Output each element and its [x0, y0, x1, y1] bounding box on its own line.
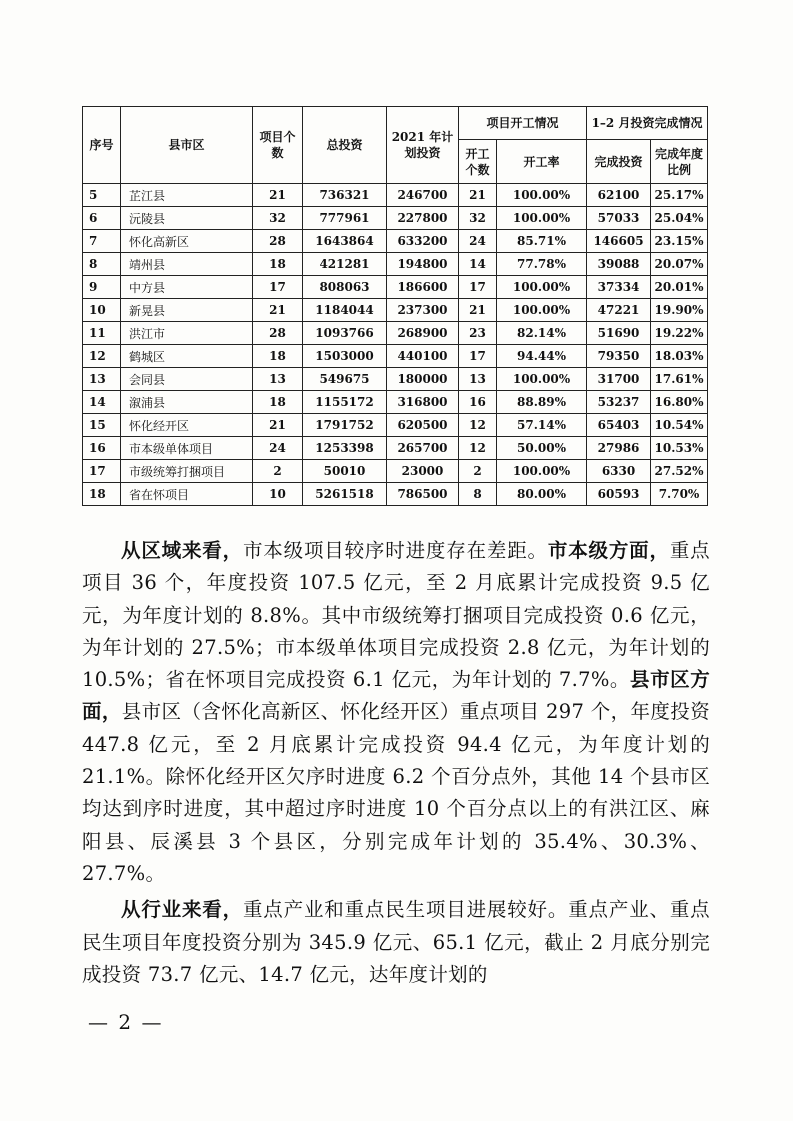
cell-started-count: 21	[459, 184, 497, 207]
cell-start-rate: 85.71%	[497, 230, 587, 253]
cell-total-investment: 1184044	[303, 299, 387, 322]
cell-start-rate: 82.14%	[497, 322, 587, 345]
cell-total-investment: 808063	[303, 276, 387, 299]
header-start-group: 项目开工情况	[459, 107, 587, 140]
cell-completion-ratio: 19.90%	[651, 299, 708, 322]
cell-started-count: 12	[459, 437, 497, 460]
text-run: 县市区（含怀化高新区、怀化经开区）重点项目 297 个，年度投资 447.8 亿元，至 2 月底累计完成投资 94.4 亿元，为年度计划的 21.1%。除怀化经开区欠序时进度 6.2 个百分点外，其他 14 个县市区均达到序时进度，其中超过序时进度 10 个百分点以上的有洪江区、麻阳县、辰溪县 3 个县区，分别完成年计划的 35.4%、30.3%、27.7%。	[82, 700, 710, 885]
cell-plan-2021: 246700	[387, 184, 459, 207]
cell-total-investment: 777961	[303, 207, 387, 230]
table-row	[83, 368, 708, 391]
cell-completed-investment: 6330	[587, 460, 651, 483]
cell-start-rate: 100.00%	[497, 207, 587, 230]
cell-completed-investment: 65403	[587, 414, 651, 437]
cell-start-rate: 100.00%	[497, 299, 587, 322]
table-row	[83, 437, 708, 460]
cell-total-investment: 549675	[303, 368, 387, 391]
cell-project-count: 32	[253, 207, 303, 230]
cell-plan-2021: 633200	[387, 230, 459, 253]
table-row	[83, 322, 708, 345]
cell-index: 9	[83, 276, 121, 299]
header-region: 县市区	[121, 107, 253, 184]
cell-started-count: 21	[459, 299, 497, 322]
cell-total-investment: 421281	[303, 253, 387, 276]
cell-completion-ratio: 19.22%	[651, 322, 708, 345]
cell-plan-2021: 186600	[387, 276, 459, 299]
paragraph	[82, 894, 710, 991]
cell-project-count: 18	[253, 253, 303, 276]
cell-start-rate: 94.44%	[497, 345, 587, 368]
cell-started-count: 14	[459, 253, 497, 276]
bold-run: 县市区方面，	[82, 668, 711, 724]
cell-plan-2021: 180000	[387, 368, 459, 391]
cell-index: 10	[83, 299, 121, 322]
table-row	[83, 391, 708, 414]
cell-region: 怀化经开区	[121, 414, 253, 437]
text-run: 重点项目 36 个，年度投资 107.5 亿元，至 2 月底累计完成投资 9.5 亿元，为年度计划的 8.8%。其中市级统筹打捆项目完成投资 0.6 亿元，为年计划的 27.5%；市本级单体项目完成投资 2.8 亿元，为年计划的 10.5%；省在怀项目完成投资 6.1 亿元，为年计划的 7.7%。	[82, 539, 710, 692]
cell-region: 靖州县	[121, 253, 253, 276]
cell-completed-investment: 51690	[587, 322, 651, 345]
cell-completion-ratio: 25.04%	[651, 207, 708, 230]
cell-completion-ratio: 20.01%	[651, 276, 708, 299]
cell-start-rate: 100.00%	[497, 276, 587, 299]
cell-completion-ratio: 10.53%	[651, 437, 708, 460]
cell-started-count: 32	[459, 207, 497, 230]
cell-started-count: 12	[459, 414, 497, 437]
cell-completion-ratio: 25.17%	[651, 184, 708, 207]
cell-region: 鹤城区	[121, 345, 253, 368]
cell-started-count: 13	[459, 368, 497, 391]
cell-region: 市本级单体项目	[121, 437, 253, 460]
table-row	[83, 483, 708, 506]
cell-plan-2021: 620500	[387, 414, 459, 437]
body-text	[82, 535, 710, 991]
cell-plan-2021: 786500	[387, 483, 459, 506]
cell-completion-ratio: 27.52%	[651, 460, 708, 483]
cell-completed-investment: 57033	[587, 207, 651, 230]
cell-project-count: 21	[253, 414, 303, 437]
header-start-rate: 开工率	[497, 140, 587, 184]
cell-index: 14	[83, 391, 121, 414]
cell-index: 18	[83, 483, 121, 506]
cell-started-count: 24	[459, 230, 497, 253]
header-completed-investment: 完成投资	[587, 140, 651, 184]
table-row	[83, 184, 708, 207]
cell-region: 新晃县	[121, 299, 253, 322]
cell-index: 12	[83, 345, 121, 368]
cell-plan-2021: 227800	[387, 207, 459, 230]
cell-project-count: 13	[253, 368, 303, 391]
cell-region: 洪江市	[121, 322, 253, 345]
cell-started-count: 23	[459, 322, 497, 345]
cell-project-count: 2	[253, 460, 303, 483]
cell-plan-2021: 23000	[387, 460, 459, 483]
cell-plan-2021: 268900	[387, 322, 459, 345]
cell-total-investment: 1253398	[303, 437, 387, 460]
cell-project-count: 18	[253, 345, 303, 368]
cell-project-count: 21	[253, 184, 303, 207]
cell-completed-investment: 31700	[587, 368, 651, 391]
header-plan-2021: 2021 年计划投资	[387, 107, 459, 184]
header-started-count: 开工个数	[459, 140, 497, 184]
table-row	[83, 460, 708, 483]
table-row	[83, 276, 708, 299]
cell-region: 省在怀项目	[121, 483, 253, 506]
investment-table	[82, 106, 708, 506]
cell-start-rate: 100.00%	[497, 460, 587, 483]
cell-index: 5	[83, 184, 121, 207]
cell-completed-investment: 39088	[587, 253, 651, 276]
cell-region: 芷江县	[121, 184, 253, 207]
cell-total-investment: 50010	[303, 460, 387, 483]
cell-completion-ratio: 17.61%	[651, 368, 708, 391]
text-run: 市本级项目较序时进度存在差距。	[242, 539, 548, 562]
cell-project-count: 21	[253, 299, 303, 322]
header-index: 序号	[83, 107, 121, 184]
cell-completion-ratio: 7.70%	[651, 483, 708, 506]
cell-total-investment: 1791752	[303, 414, 387, 437]
cell-completed-investment: 62100	[587, 184, 651, 207]
cell-completion-ratio: 16.80%	[651, 391, 708, 414]
cell-index: 15	[83, 414, 121, 437]
cell-completion-ratio: 20.07%	[651, 253, 708, 276]
cell-completed-investment: 47221	[587, 299, 651, 322]
text-run: 重点产业和重点民生项目进展较好。重点产业、重点民生项目年度投资分别为 345.9 亿元、65.1 亿元，截止 2 月底分别完成投资 73.7 亿元、14.7 亿元，达年度计划的	[82, 898, 710, 986]
cell-index: 7	[83, 230, 121, 253]
cell-index: 16	[83, 437, 121, 460]
cell-plan-2021: 194800	[387, 253, 459, 276]
header-project-count: 项目个数	[253, 107, 303, 184]
cell-region: 怀化高新区	[121, 230, 253, 253]
cell-region: 沅陵县	[121, 207, 253, 230]
cell-started-count: 17	[459, 276, 497, 299]
cell-total-investment: 736321	[303, 184, 387, 207]
cell-index: 8	[83, 253, 121, 276]
cell-completion-ratio: 18.03%	[651, 345, 708, 368]
cell-completion-ratio: 23.15%	[651, 230, 708, 253]
table-row	[83, 207, 708, 230]
cell-index: 17	[83, 460, 121, 483]
bold-run: 市本级方面，	[547, 539, 670, 562]
cell-start-rate: 88.89%	[497, 391, 587, 414]
cell-total-investment: 1155172	[303, 391, 387, 414]
bold-run: 从区域来看，	[121, 539, 243, 562]
cell-start-rate: 100.00%	[497, 368, 587, 391]
cell-total-investment: 5261518	[303, 483, 387, 506]
cell-region: 中方县	[121, 276, 253, 299]
table-body	[83, 184, 708, 506]
header-completion-group: 1–2 月投资完成情况	[587, 107, 708, 140]
cell-index: 11	[83, 322, 121, 345]
cell-completed-investment: 60593	[587, 483, 651, 506]
table-row	[83, 299, 708, 322]
cell-project-count: 18	[253, 391, 303, 414]
page-number: — 2 —	[88, 1010, 164, 1034]
cell-plan-2021: 265700	[387, 437, 459, 460]
cell-region: 会同县	[121, 368, 253, 391]
header-total-investment: 总投资	[303, 107, 387, 184]
cell-plan-2021: 316800	[387, 391, 459, 414]
header-completion-ratio: 完成年度比例	[651, 140, 708, 184]
table-row	[83, 230, 708, 253]
cell-project-count: 24	[253, 437, 303, 460]
cell-completed-investment: 146605	[587, 230, 651, 253]
cell-project-count: 17	[253, 276, 303, 299]
cell-plan-2021: 237300	[387, 299, 459, 322]
cell-started-count: 2	[459, 460, 497, 483]
paragraph	[82, 535, 710, 890]
table-row	[83, 414, 708, 437]
cell-project-count: 28	[253, 230, 303, 253]
cell-project-count: 28	[253, 322, 303, 345]
cell-completed-investment: 79350	[587, 345, 651, 368]
cell-index: 13	[83, 368, 121, 391]
cell-started-count: 8	[459, 483, 497, 506]
cell-start-rate: 100.00%	[497, 184, 587, 207]
cell-completed-investment: 53237	[587, 391, 651, 414]
cell-total-investment: 1643864	[303, 230, 387, 253]
table-row	[83, 345, 708, 368]
cell-start-rate: 77.78%	[497, 253, 587, 276]
cell-completion-ratio: 10.54%	[651, 414, 708, 437]
cell-region: 溆浦县	[121, 391, 253, 414]
cell-started-count: 17	[459, 345, 497, 368]
cell-plan-2021: 440100	[387, 345, 459, 368]
cell-total-investment: 1093766	[303, 322, 387, 345]
cell-start-rate: 57.14%	[497, 414, 587, 437]
cell-start-rate: 80.00%	[497, 483, 587, 506]
cell-start-rate: 50.00%	[497, 437, 587, 460]
cell-completed-investment: 37334	[587, 276, 651, 299]
cell-started-count: 16	[459, 391, 497, 414]
cell-region: 市级统筹打捆项目	[121, 460, 253, 483]
table-row	[83, 253, 708, 276]
bold-run: 从行业来看，	[121, 898, 243, 922]
cell-index: 6	[83, 207, 121, 230]
cell-project-count: 10	[253, 483, 303, 506]
cell-completed-investment: 27986	[587, 437, 651, 460]
cell-total-investment: 1503000	[303, 345, 387, 368]
